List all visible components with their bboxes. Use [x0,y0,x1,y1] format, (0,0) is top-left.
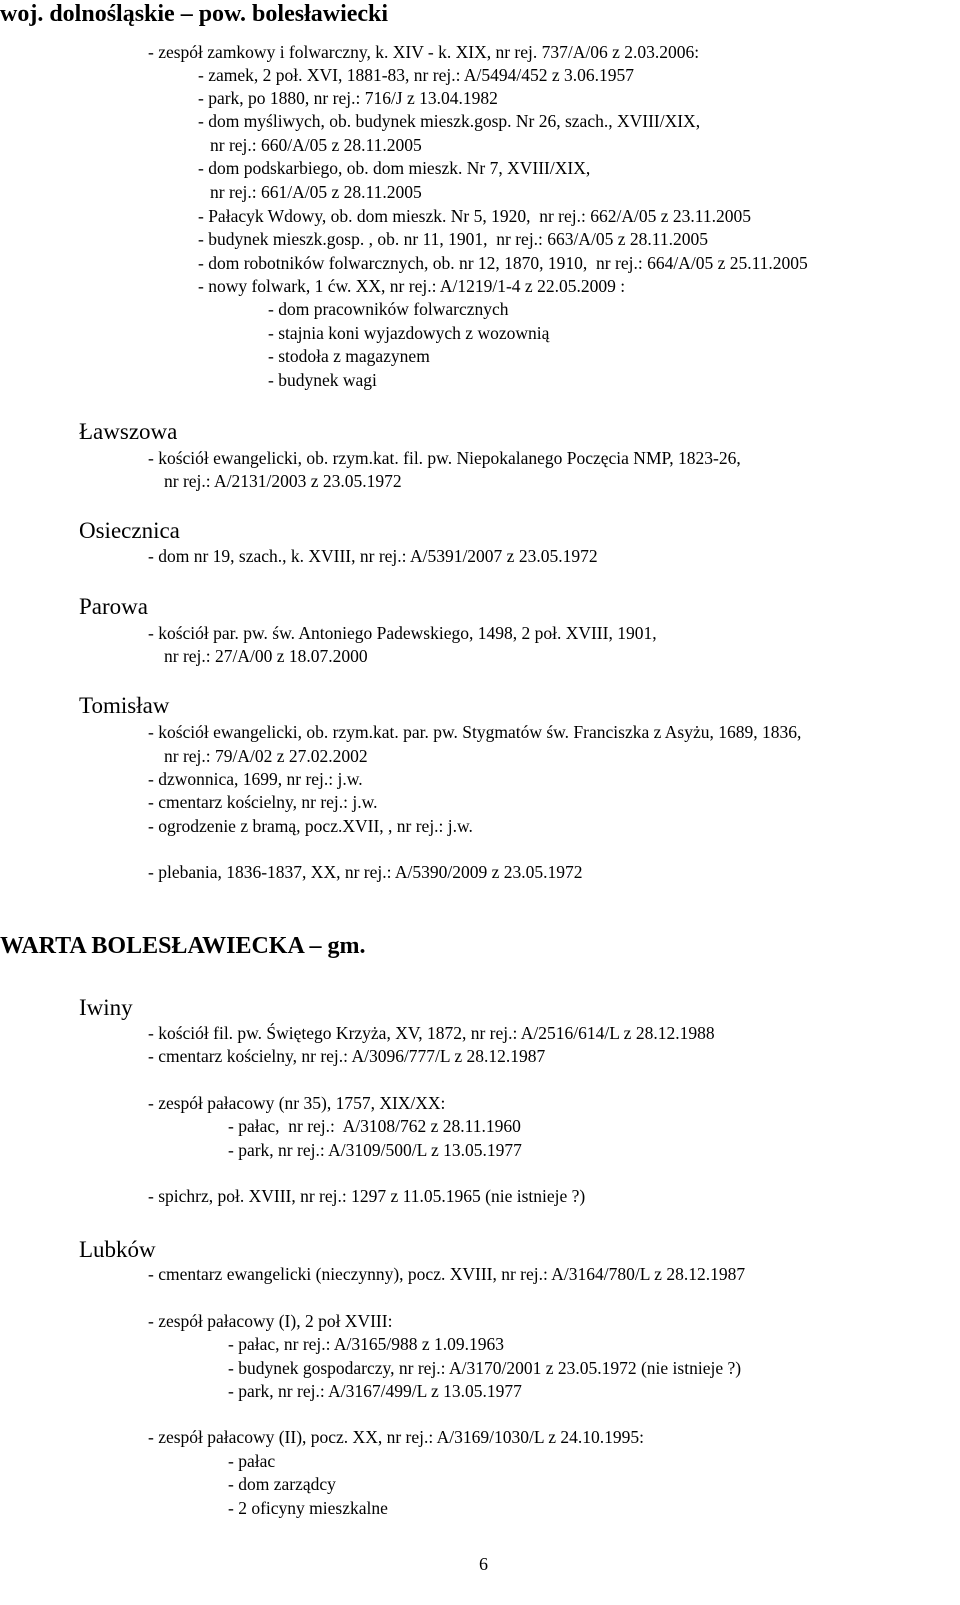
list-item: - pałac, nr rej.: A/3165/988 z 1.09.1963 [228,1334,505,1354]
list-item: - dom myśliwych, ob. budynek mieszk.gosp. Nr 26, szach., XVIII/XIX, [198,111,701,131]
list-item: - ogrodzenie z bramą, pocz.XVII, , nr rej.: j.w. [148,816,473,836]
page-number: 6 [479,1554,488,1574]
list-item: - pałac [228,1451,276,1471]
list-item: - budynek mieszk.gosp. , ob. nr 11, 1901, nr rej.: 663/A/05 z 28.11.2005 [198,229,709,249]
list-item: - cmentarz kościelny, nr rej.: A/3096/777/L z 28.12.1987 [148,1046,546,1066]
list-item: - stajnia koni wyjazdowych z wozownią [268,323,550,343]
list-item: - kościół ewangelicki, ob. rzym.kat. par. pw. Stygmatów św. Franciszka z Asyżu, 1689, 1836, [148,722,802,742]
list-item: - nowy folwark, 1 ćw. XX, nr rej.: A/1219/1-4 z 22.05.2009 : [198,276,626,296]
list-item: - zespół pałacowy (nr 35), 1757, XIX/XX: [148,1093,446,1113]
list-item: nr rej.: 660/A/05 z 28.11.2005 [210,135,422,155]
list-item: - park, po 1880, nr rej.: 716/J z 13.04.1982 [198,88,498,108]
place-heading: Ławszowa [79,419,178,444]
gmina-header: WARTA BOLESŁAWIECKA – gm. [0,933,366,959]
list-item: - zespół pałacowy (II), pocz. XX, nr rej.: A/3169/1030/L z 24.10.1995: [148,1427,645,1447]
list-item: - zespół pałacowy (I), 2 poł XVIII: [148,1311,393,1331]
list-item: nr rej.: A/2131/2003 z 23.05.1972 [164,471,402,491]
place-heading: Tomisław [79,693,170,718]
list-item: - pałac, nr rej.: A/3108/762 z 28.11.1960 [228,1116,521,1136]
list-item: - dom pracowników folwarcznych [268,299,509,319]
list-item: - plebania, 1836-1837, XX, nr rej.: A/5390/2009 z 23.05.1972 [148,862,583,882]
list-item: - budynek wagi [268,370,377,390]
list-item: - zamek, 2 poł. XVI, 1881-83, nr rej.: A/5494/452 z 3.06.1957 [198,65,634,85]
place-heading: Iwiny [79,995,133,1020]
list-item: - zespół zamkowy i folwarczny, k. XIV - k. XIX, nr rej. 737/A/06 z 2.03.2006: [148,42,700,62]
list-item: - dom zarządcy [228,1474,336,1494]
place-heading: Osiecznica [79,518,180,543]
list-item: - cmentarz kościelny, nr rej.: j.w. [148,792,378,812]
list-item: - kościół par. pw. św. Antoniego Padewskiego, 1498, 2 poł. XVIII, 1901, [148,623,657,643]
list-item: - park, nr rej.: A/3109/500/L z 13.05.1977 [228,1140,522,1160]
list-item: - kościół fil. pw. Świętego Krzyża, XV, 1872, nr rej.: A/2516/614/L z 28.12.1988 [148,1023,715,1043]
place-heading: Lubków [79,1237,156,1262]
list-item: - dom podskarbiego, ob. dom mieszk. Nr 7, XVIII/XIX, [198,158,591,178]
list-item: - dom robotników folwarcznych, ob. nr 12, 1870, 1910, nr rej.: 664/A/05 z 25.11.2005 [198,253,808,273]
list-item: - dzwonnica, 1699, nr rej.: j.w. [148,769,363,789]
list-item: - kościół ewangelicki, ob. rzym.kat. fil. pw. Niepokalanego Poczęcia NMP, 1823-26, [148,448,741,468]
list-item: - cmentarz ewangelicki (nieczynny), pocz. XVIII, nr rej.: A/3164/780/L z 28.12.1987 [148,1264,746,1284]
list-item: - stodoła z magazynem [268,346,430,366]
list-item: nr rej.: 79/A/02 z 27.02.2002 [164,746,368,766]
list-item: - budynek gospodarczy, nr rej.: A/3170/2001 z 23.05.1972 (nie istnieje ?) [228,1358,742,1378]
voivodeship-header: woj. dolnośląskie – pow. bolesławiecki [0,1,389,27]
list-item: nr rej.: 27/A/00 z 18.07.2000 [164,646,368,666]
list-item: - Pałacyk Wdowy, ob. dom mieszk. Nr 5, 1920, nr rej.: 662/A/05 z 23.11.2005 [198,206,751,226]
list-item: - dom nr 19, szach., k. XVIII, nr rej.: A/5391/2007 z 23.05.1972 [148,546,598,566]
list-item: - spichrz, poł. XVIII, nr rej.: 1297 z 11.05.1965 (nie istnieje ?) [148,1186,586,1206]
list-item: nr rej.: 661/A/05 z 28.11.2005 [210,182,422,202]
list-item: - 2 oficyny mieszkalne [228,1498,388,1518]
list-item: - park, nr rej.: A/3167/499/L z 13.05.1977 [228,1381,522,1401]
place-heading: Parowa [79,594,148,619]
